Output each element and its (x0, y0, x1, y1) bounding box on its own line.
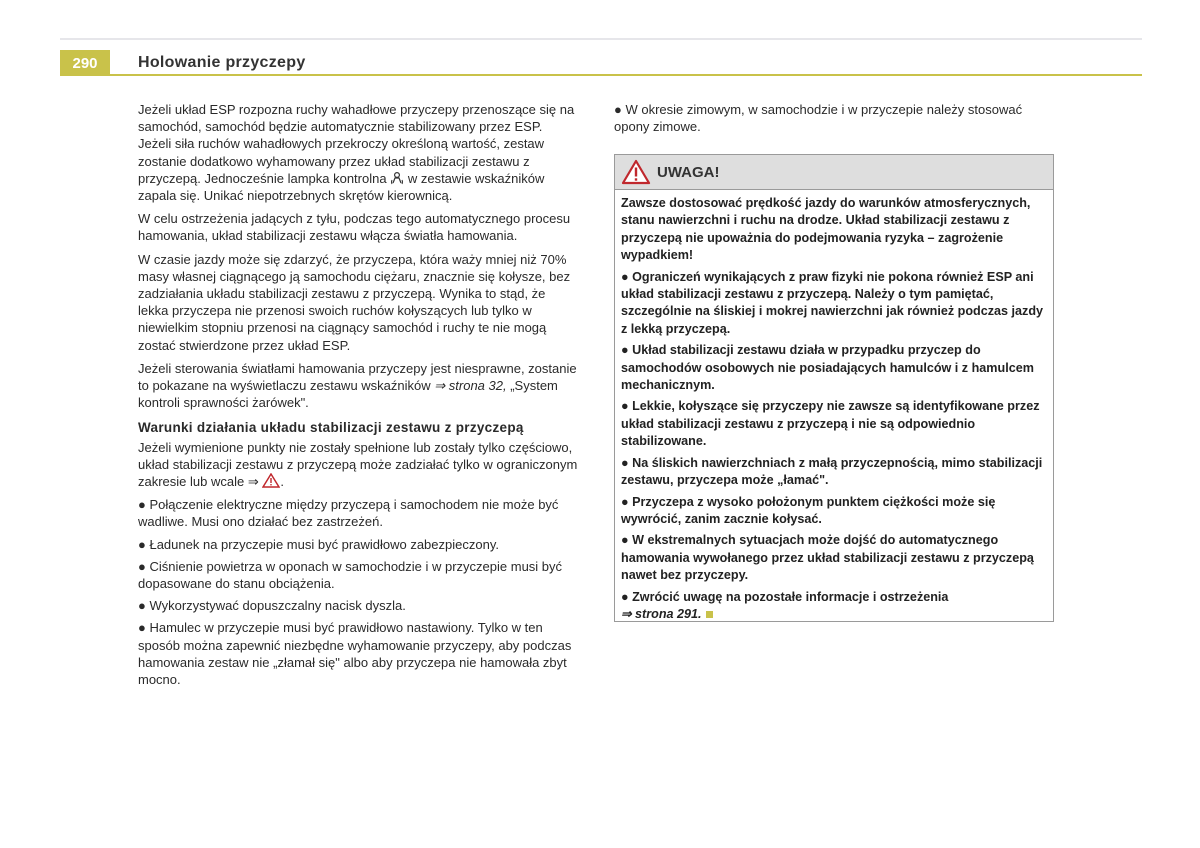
list-item: ● Połączenie elektryczne między przyczepą i samochodem nie może być wadliwe. Musi ono działać bez zastrzeżeń. (138, 497, 559, 530)
list-item: ● Hamulec w przyczepie musi być prawidłowo nastawiony. Tylko w ten sposób można zapewnić niezbędne wyhamowanie przyczepy, aby podczas hamowania zestaw nie „złamał się" albo aby przyczepa nie hamowała zbyt mocno. (138, 620, 572, 688)
paragraph-bulb-check (138, 360, 578, 412)
warning-triangle-icon[interactable] (262, 473, 280, 488)
list-item: ● Wykorzystywać dopuszczalny nacisk dyszla. (138, 598, 406, 614)
right-column (614, 101, 1054, 141)
paragraph-text: w zestawie wskaźników zapala się. Unikać niepotrzebnych skrętów kierownicą. (138, 170, 545, 204)
page-number: 290 (60, 50, 110, 76)
paragraph-text: Jeżeli sterowania światłami hamowania przyczepy jest niesprawne, zostanie to pokazane na wyświetlaczu zestawu wskaźników (138, 360, 577, 394)
warning-title: UWAGA! (657, 163, 720, 181)
warning-item: ● Zwrócić uwagę na pozostałe informacje i ostrzeżenia ⇒ strona 291. (621, 589, 949, 621)
warning-item: ● Przyczepa z wysoko położonym punktem ciężkości może się wywrócić, zanim zacznie kołysać. (621, 494, 996, 526)
trailer-stabilization-lamp-icon (390, 171, 404, 185)
warning-header (615, 155, 1053, 190)
paragraph-text: Jeżeli wymienione punkty nie zostały spełnione lub zostały tylko częściowo, układ stabilizacji zestawu z przyczepą może zadziałać tylko w ograniczonym zakresie lub wcale ⇒ (138, 439, 578, 490)
subheading: Warunki działania układu stabilizacji zestawu z przyczepą (138, 420, 524, 436)
list-item: ● Ciśnienie powietrza w oponach w samochodzie i w przyczepie musi być dopasowane do stanu obciążenia. (138, 558, 563, 592)
paragraph-brake-lights: W celu ostrzeżenia jadących z tyłu, podczas tego automatycznego procesu hamowania, układ stabilizacji zestawu włącza światła hamowania. (138, 211, 571, 244)
warning-item: ● Na śliskich nawierzchniach z małą przyczepnością, mimo stabilizacji zestawu, przyczepa może „łamać". (621, 455, 1043, 488)
warning-item: ● Ograniczeń wynikających z praw fizyki nie pokona również ESP ani układ stabilizacji zestawu z przyczepą. Należy o tym pamiętać, szczególnie na śliskiej i mokrej nawierzchni jak również podczas jazdy z lekką przyczepą. (621, 269, 1044, 336)
paragraph-text: Jeżeli układ ESP rozpozna ruchy wahadłowe przyczepy przenoszące się na samochód, samochód będzie automatycznie stabilizowany przez ESP. Jeżeli siła ruchów wahadłowych przekroczy określoną wartość, zestaw zostanie dodatkowo wyhamowany przez układ stabilizacji zestawu z przyczepą. Jednocześnie lampka kontrolna (138, 102, 575, 186)
list-item: ● W okresie zimowym, w samochodzie i w przyczepie należy stosować opony zimowe. (614, 102, 1023, 135)
warning-item: ● Lekkie, kołyszące się przyczepy nie zawsze są identyfikowane przez układ stabilizacji zestawu z przyczepą i nie są odpowiednio stabilizowane. (621, 399, 1040, 449)
top-rule (60, 38, 1142, 40)
page-link[interactable]: ⇒ strona 32, (434, 378, 507, 394)
warning-body (615, 190, 1053, 623)
end-marker-icon (706, 611, 713, 618)
paragraph-text: „System kontroli sprawności żarówek". (138, 378, 558, 411)
warning-intro: Zawsze dostosować prędkość jazdy do warunków atmosferycznych, stanu nawierzchni i ruchu na drodze. Układ stabilizacji zestawu z przyczepą nie upoważnia do podejmowania ryzyka – zagrożenie wypadkiem! (621, 196, 1031, 263)
header-rule (110, 74, 1142, 76)
paragraph-conditions (138, 439, 578, 491)
warning-triangle-icon (621, 159, 651, 185)
page-link[interactable]: ⇒ strona 291. (621, 606, 702, 621)
warning-item: ● W ekstremalnych sytuacjach może dojść do automatycznego hamowania wywołanego przez układ stabilizacji zestawu z przyczepą nawet bez przyczepy. (621, 533, 1034, 583)
paragraph-light-trailer: W czasie jazdy może się zdarzyć, że przyczepa, która waży mniej niż 70% masy własnej ciągnącego ją samochodu ciężaru, znacznie się kołysze, bez zadziałania układu stabilizacji zestawu z przyczepą. Wynika to stąd, że lekka przyczepa nie przenosi swoich ruchów kołyszących lub tylko w niewielkim stopniu przenosi na ciągnący samochód i ruchy te nie mogą zostać stwierdzone przez układ ESP. (138, 251, 571, 353)
paragraph-esp (138, 101, 578, 204)
warning-item: ● Układ stabilizacji zestawu działa w przypadku przyczep do samochodów osobowych nie posiadających hamulców i z hamulcem mechanicznym. (621, 343, 1034, 393)
left-column (138, 101, 578, 693)
page-title: Holowanie przyczepy (138, 54, 306, 71)
list-item: ● Ładunek na przyczepie musi być prawidłowo zabezpieczony. (138, 536, 499, 552)
paragraph-text: . (280, 474, 284, 490)
warning-box (614, 154, 1054, 622)
